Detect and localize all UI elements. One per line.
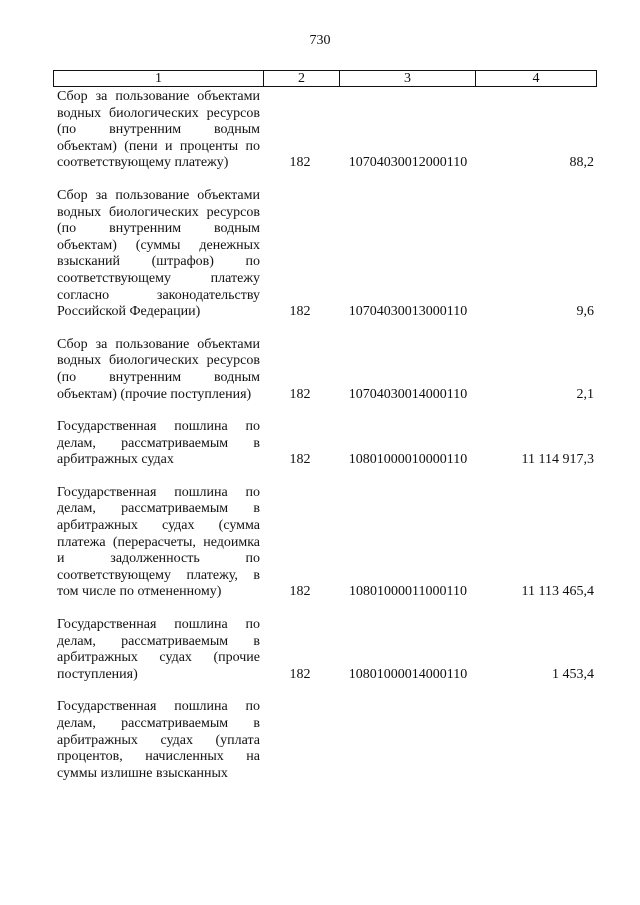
- row-kbk-code: 10704030012000110: [348, 155, 468, 171]
- header-col-1: 1: [54, 71, 264, 86]
- table-row: [57, 188, 597, 321]
- table-row: [57, 699, 597, 782]
- table-row: [57, 485, 597, 601]
- header-col-3: 3: [340, 71, 476, 86]
- row-sum: 2,1: [576, 386, 594, 402]
- table-row: [57, 89, 597, 172]
- row-sum: 1 453,4: [552, 666, 594, 682]
- table-header: [53, 70, 597, 87]
- row-admin-code: 182: [289, 584, 311, 600]
- header-col-2: 2: [264, 71, 340, 86]
- row-kbk-code: 10801000011000110: [349, 584, 467, 600]
- row-sum: 11 114 917,3: [521, 452, 594, 468]
- row-name: Государственная пошлина по делам, рассматриваемым в арбитражных судах: [57, 419, 260, 468]
- row-name: Сбор за пользование объектами водных биологических ресурсов (по внутренним водным объектам) (пени и проценты по соответствующему платежу): [57, 89, 260, 171]
- row-kbk-code: 10801000014000110: [348, 666, 468, 682]
- row-admin-code: 182: [289, 155, 311, 171]
- page-number: 730: [309, 33, 331, 48]
- table-row: [57, 419, 597, 469]
- row-admin-code: 182: [289, 386, 311, 402]
- row-name: Государственная пошлина по делам, рассматриваемым в арбитражных судах (уплата процентов, начисленных на суммы излишне взысканных: [57, 699, 260, 781]
- row-name: Сбор за пользование объектами водных биологических ресурсов (по внутренним водным объектам) (прочие поступления): [57, 336, 260, 402]
- row-name: Государственная пошлина по делам, рассматриваемым в арбитражных судах (сумма платежа (перерасчеты, недоимка и задолженность по соответствующему платежу, в том числе по отмененному): [57, 484, 260, 600]
- row-admin-code: 182: [289, 304, 311, 320]
- table-row: [57, 337, 597, 403]
- row-kbk-code: 10801000010000110: [348, 452, 468, 468]
- row-admin-code: 182: [289, 452, 311, 468]
- row-name: Сбор за пользование объектами водных биологических ресурсов (по внутренним водным объектам) (суммы денежных взысканий (штрафов) по соответствующему платежу согласно законодательству Российской Федерации): [57, 187, 260, 320]
- header-col-4: 4: [532, 71, 540, 86]
- row-name: Государственная пошлина по делам, рассматриваемым в арбитражных судах (прочие поступления): [57, 617, 260, 682]
- row-sum: 88,2: [569, 155, 594, 171]
- row-sum: 9,6: [576, 304, 594, 320]
- table-body: [57, 89, 597, 798]
- row-admin-code: 182: [289, 666, 311, 682]
- row-kbk-code: 10704030014000110: [348, 386, 468, 402]
- row-kbk-code: 10704030013000110: [348, 304, 468, 320]
- table-row: [57, 617, 597, 683]
- row-sum: 11 113 465,4: [521, 584, 594, 600]
